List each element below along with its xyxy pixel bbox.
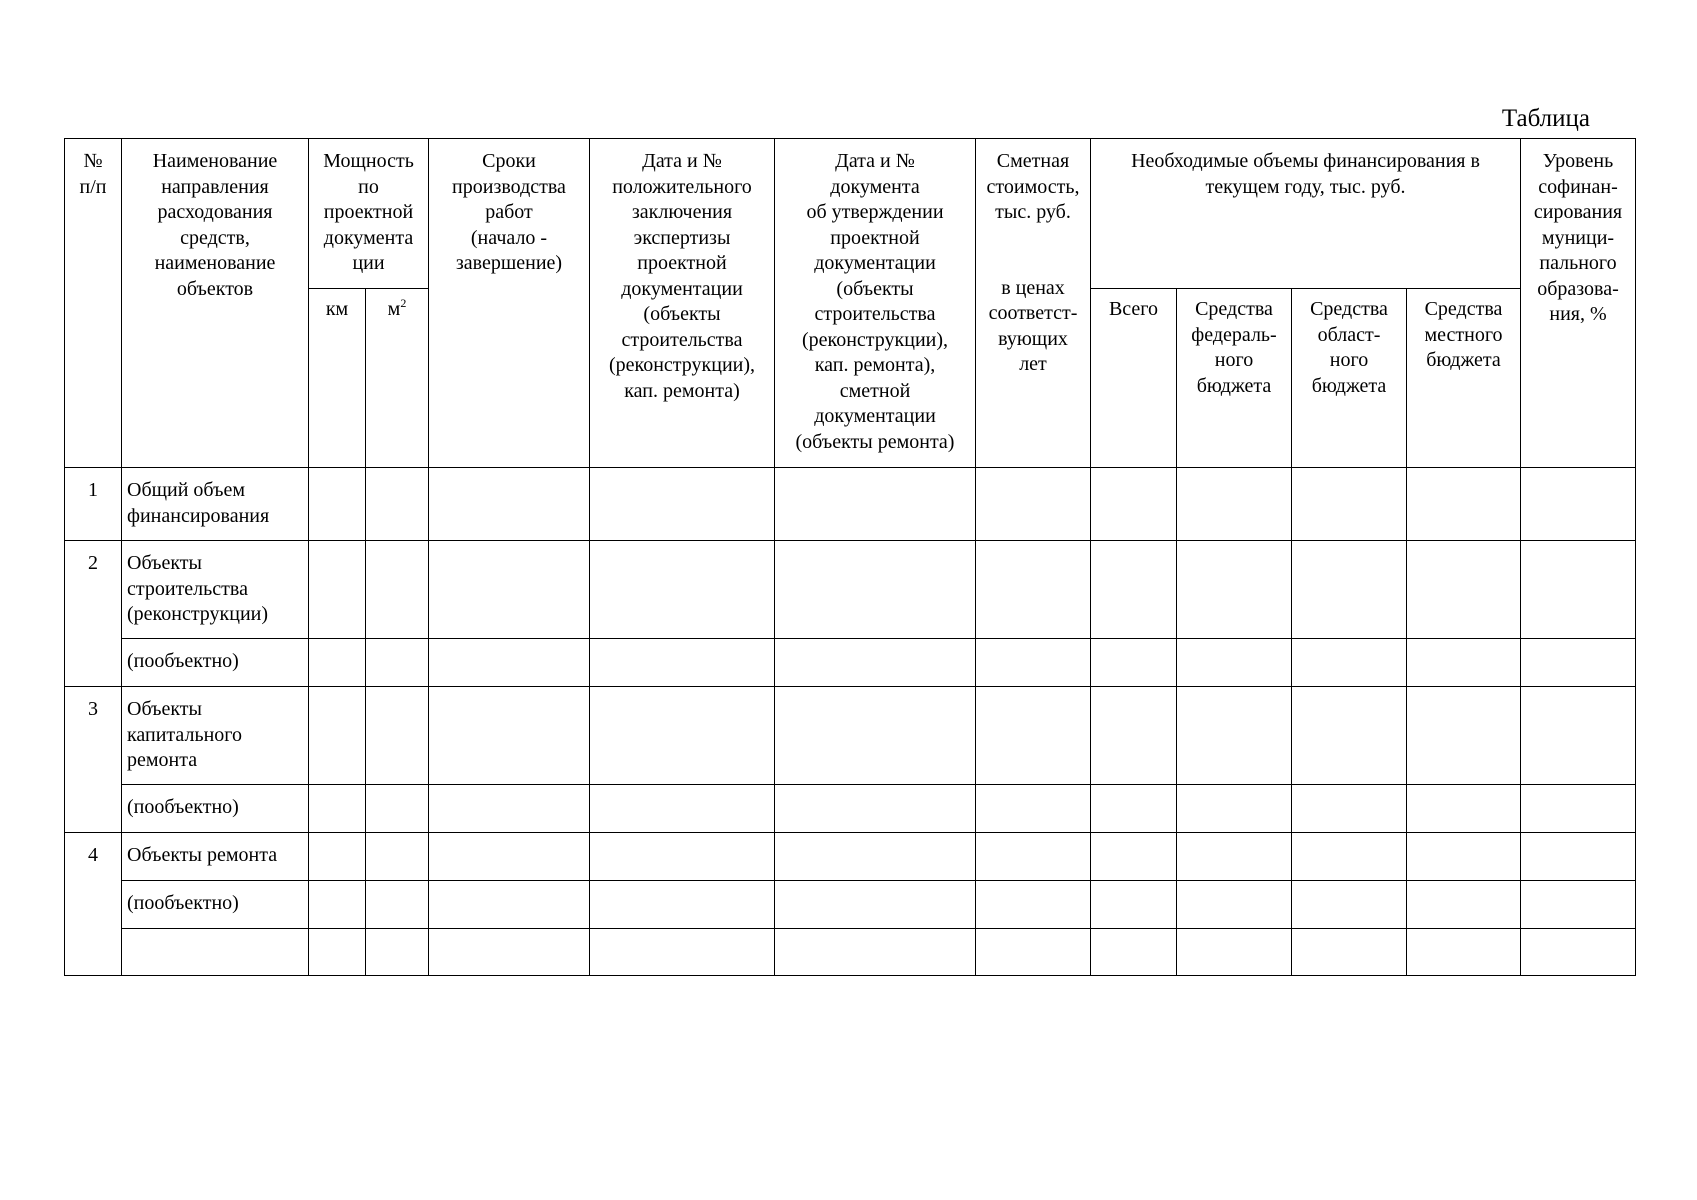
cell [1292, 639, 1407, 687]
financing-table [64, 138, 1636, 976]
cell [976, 881, 1091, 929]
cell [590, 541, 775, 639]
cell [1407, 785, 1521, 833]
cell [590, 639, 775, 687]
cell [775, 881, 976, 929]
cell [1177, 833, 1292, 881]
cell [590, 929, 775, 976]
cell [775, 639, 976, 687]
row-num: 2 [65, 541, 122, 687]
cell [1292, 468, 1407, 541]
table-row [65, 468, 1636, 541]
row-name: Объекты ремонта [122, 833, 309, 881]
header-capacity-km: км [309, 289, 366, 468]
header-estimate [976, 139, 1091, 468]
cell [1407, 639, 1521, 687]
cell [775, 687, 976, 785]
cell [366, 785, 429, 833]
cell [366, 468, 429, 541]
cell [429, 541, 590, 639]
header-row [65, 139, 1636, 289]
header-capacity-m2-sup: 2 [400, 296, 407, 310]
cell [429, 881, 590, 929]
cell [366, 929, 429, 976]
table-row [65, 639, 1636, 687]
cell [775, 541, 976, 639]
header-approval: Дата и № документа об утверждении проектной документации (объекты строительства (реконструкции), кап. ремонта), сметной документации (объекты ремонта) [775, 139, 976, 468]
header-num: № п/п [65, 139, 122, 468]
cell [1091, 639, 1177, 687]
cell [429, 639, 590, 687]
cell [309, 833, 366, 881]
cell [1521, 833, 1636, 881]
cell [429, 833, 590, 881]
cell [122, 929, 309, 976]
header-funding: Необходимые объемы финансирования в текущем году, тыс. руб. [1091, 139, 1521, 289]
cell [976, 639, 1091, 687]
cell [366, 541, 429, 639]
row-num: 1 [65, 468, 122, 541]
cell [590, 785, 775, 833]
cell [590, 468, 775, 541]
cell [1177, 687, 1292, 785]
cell [309, 639, 366, 687]
cell [309, 687, 366, 785]
cell [429, 687, 590, 785]
cell [775, 468, 976, 541]
table-caption: Таблица [1501, 105, 1590, 132]
cell [1177, 785, 1292, 833]
cell [1091, 785, 1177, 833]
cell [976, 541, 1091, 639]
header-estimate-sub: в ценах соответст- вующих лет [988, 276, 1078, 375]
cell [429, 785, 590, 833]
row-sub-name: (пообъектно) [122, 881, 309, 929]
cell [590, 687, 775, 785]
cell [366, 639, 429, 687]
row-sub-name: (пообъектно) [122, 639, 309, 687]
cell [1292, 833, 1407, 881]
header-funding-total: Всего [1091, 289, 1177, 468]
cell [1091, 687, 1177, 785]
cell [1177, 639, 1292, 687]
cell [1091, 468, 1177, 541]
cell [1292, 687, 1407, 785]
cell [309, 881, 366, 929]
header-funding-regional: Средства област- ного бюджета [1292, 289, 1407, 468]
cell [1521, 785, 1636, 833]
cell [976, 468, 1091, 541]
cell [1091, 541, 1177, 639]
row-num: 3 [65, 687, 122, 833]
header-name: Наименование направления расходования средств, наименование объектов [122, 139, 309, 468]
cell [366, 881, 429, 929]
header-funding-federal: Средства федераль- ного бюджета [1177, 289, 1292, 468]
table-row [65, 541, 1636, 639]
cell [1407, 541, 1521, 639]
cell [1292, 541, 1407, 639]
cell [1521, 929, 1636, 976]
cell [1521, 687, 1636, 785]
table-row [65, 833, 1636, 881]
header-expertise: Дата и № положительного заключения экспертизы проектной документации (объекты строительства (реконструкции), кап. ремонта) [590, 139, 775, 468]
header-cofinancing: Уровень софинан- сирования муници- пального образова- ния, % [1521, 139, 1636, 468]
cell [309, 541, 366, 639]
cell [1091, 929, 1177, 976]
cell [1177, 541, 1292, 639]
header-funding-local: Средства местного бюджета [1407, 289, 1521, 468]
table-row [65, 881, 1636, 929]
cell [590, 881, 775, 929]
cell [309, 468, 366, 541]
row-name: Объекты капитального ремонта [122, 687, 309, 785]
header-capacity-m2-base: м [387, 298, 401, 320]
cell [1521, 881, 1636, 929]
row-name: Общий объем финансирования [122, 468, 309, 541]
cell [1177, 929, 1292, 976]
cell [1091, 833, 1177, 881]
header-capacity: Мощность по проектной документа ции [309, 139, 429, 289]
cell [366, 687, 429, 785]
header-terms: Сроки производства работ (начало - завершение) [429, 139, 590, 468]
table-row [65, 687, 1636, 785]
row-name: Объекты строительства (реконструкции) [122, 541, 309, 639]
cell [1521, 639, 1636, 687]
cell [775, 785, 976, 833]
header-capacity-m2 [366, 289, 429, 468]
cell [429, 468, 590, 541]
cell [1091, 881, 1177, 929]
cell [1177, 881, 1292, 929]
cell [1292, 929, 1407, 976]
header-estimate-main: Сметная стоимость, тыс. руб. [986, 150, 1080, 223]
cell [1292, 881, 1407, 929]
cell [590, 833, 775, 881]
cell [775, 929, 976, 976]
cell [1407, 881, 1521, 929]
cell [1407, 687, 1521, 785]
cell [976, 687, 1091, 785]
row-num: 4 [65, 833, 122, 976]
cell [366, 833, 429, 881]
cell [976, 785, 1091, 833]
cell [429, 929, 590, 976]
cell [309, 929, 366, 976]
cell [1407, 468, 1521, 541]
cell [309, 785, 366, 833]
cell [976, 833, 1091, 881]
cell [1292, 785, 1407, 833]
cell [1521, 541, 1636, 639]
cell [976, 929, 1091, 976]
cell [1407, 833, 1521, 881]
cell [1177, 468, 1292, 541]
cell [1407, 929, 1521, 976]
row-sub-name: (пообъектно) [122, 785, 309, 833]
cell [1521, 468, 1636, 541]
table-row [65, 785, 1636, 833]
cell [775, 833, 976, 881]
table-row [65, 929, 1636, 976]
